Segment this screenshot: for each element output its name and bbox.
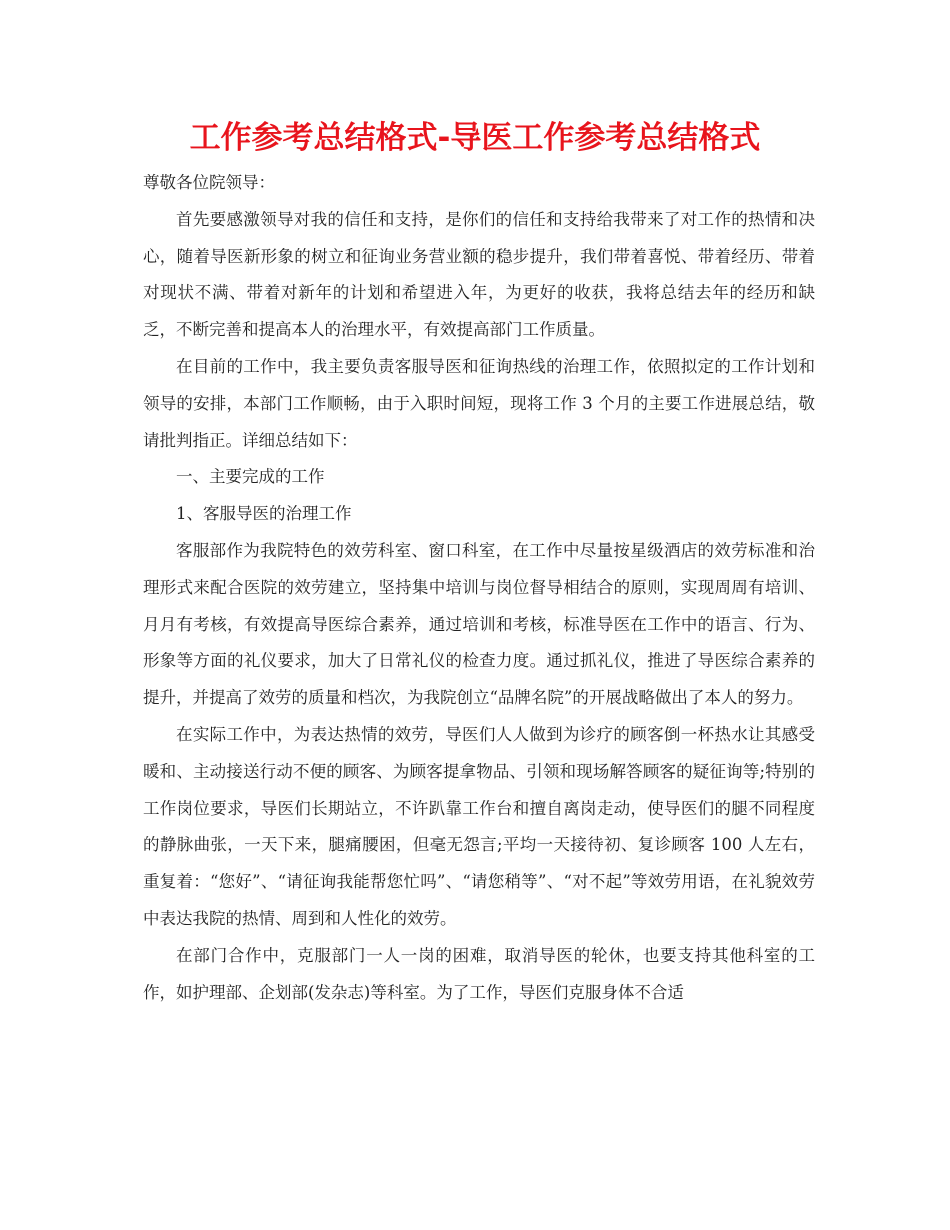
paragraph: 首先要感激领导对我的信任和支持，是你们的信任和支持给我带来了对工作的热情和决心，随着导医新形象的树立和征询业务营业额的稳步提升，我们带着喜悦、带着经历、带着对现状不满、带着对新年的计划和希望进入年，为更好的收获，我将总结去年的经历和缺乏，不断完善和提高本人的治理水平，有效提高部门工作质量。 xyxy=(143,209,815,340)
section-heading: 一、主要完成的工作 xyxy=(176,467,325,487)
paragraph: 在目前的工作中，我主要负责客服导医和征询热线的治理工作，依照拟定的工作计划和领导的安排，本部门工作顺畅，由于入职时间短，现将工作 3 个月的主要工作进展总结，敬请批判指正。详细总结如下： xyxy=(143,356,815,450)
paragraph: 在部门合作中，克服部门一人一岗的困难，取消导医的轮休，也要支持其他科室的工作，如护理部、企划部(发杂志)等科室。为了工作，导医们克服身体不合适 xyxy=(143,945,815,1002)
subsection-heading: 1、客服导医的治理工作 xyxy=(176,504,352,524)
paragraph: 客服部作为我院特色的效劳科室、窗口科室，在工作中尽量按星级酒店的效劳标准和治理形式来配合医院的效劳建立，坚持集中培训与岗位督导相结合的原则，实现周周有培训、月月有考核，有效提高导医综合素养，通过培训和考核，标准导医在工作中的语言、行为、形象等方面的礼仪要求，加大了日常礼仪的检查力度。通过抓礼仪，推进了导医综合素养的提升，并提高了效劳的质量和档次，为我院创立“品牌名院”的开展战略做出了本人的努力。 xyxy=(143,540,815,708)
salutation: 尊敬各位院领导： xyxy=(143,173,275,192)
document-body xyxy=(143,165,815,1011)
paragraph: 在实际工作中，为表达热情的效劳，导医们人人做到为诊疗的顾客倒一杯热水让其感受暖和、主动接送行动不便的顾客、为顾客提拿物品、引领和现场解答顾客的疑征询等;特别的工作岗位要求，导医们长期站立，不许趴靠工作台和擅自离岗走动，使导医们的腿不同程度的静脉曲张，一天下来，腿痛腰困，但毫无怨言;平均一天接待初、复诊顾客 100 人左右，重复着：“您好”、“请征询我能帮您忙吗”、“请您稍等”、“对不起”等效劳用语，在礼貌效劳中表达我院的热情、周到和人性化的效劳。 xyxy=(143,724,815,928)
document-title: 工作参考总结格式-导医工作参考总结格式 xyxy=(189,120,761,156)
